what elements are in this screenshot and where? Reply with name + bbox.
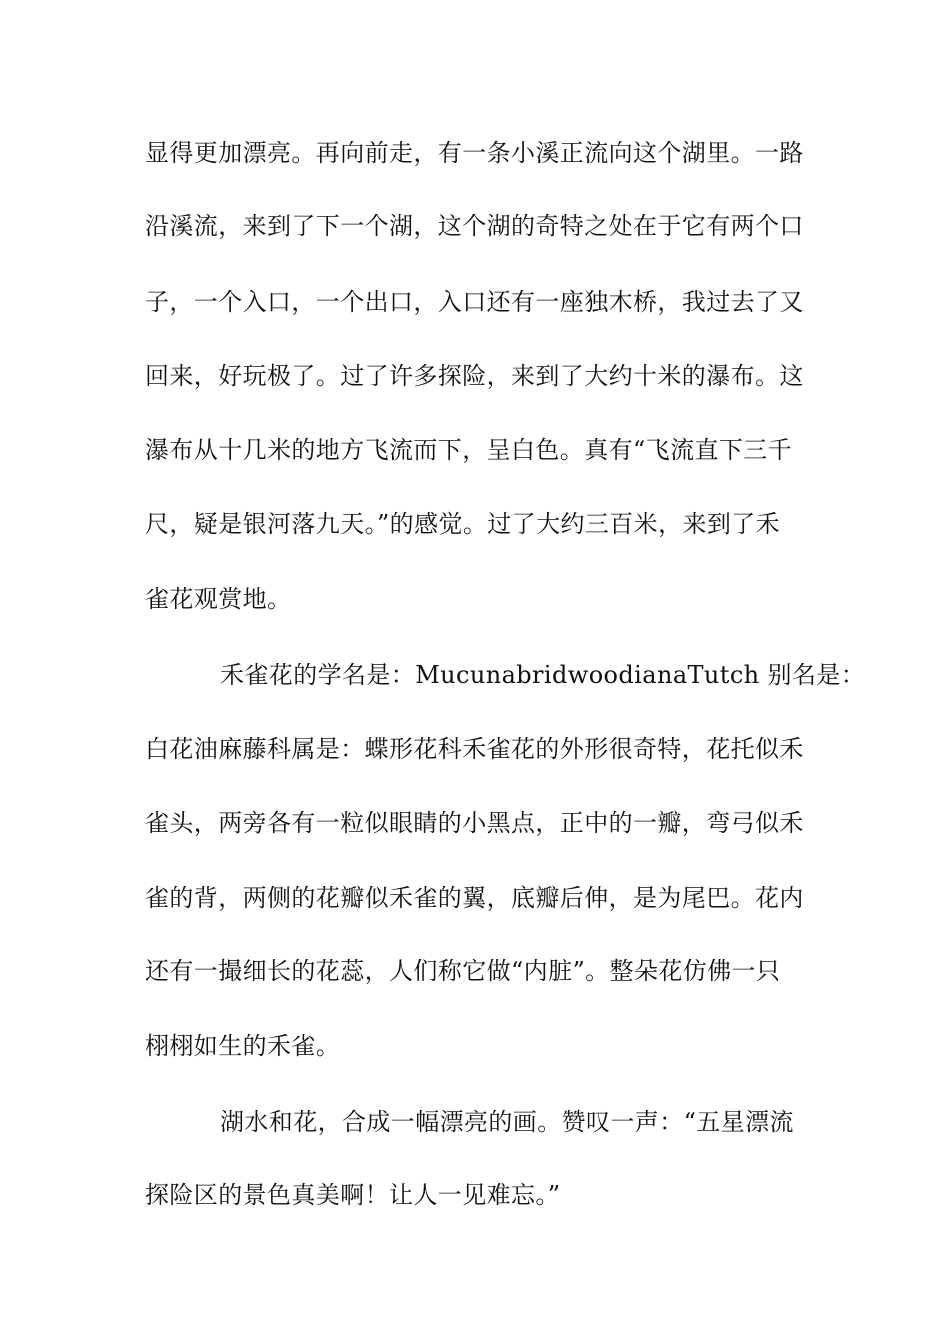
paragraph-1-line-4: 回来，好玩极了。过了许多探险，来到了大约十米的瀑布。这 (145, 362, 804, 390)
paragraph-2-line-6: 栩栩如生的禾雀。 (145, 1032, 341, 1060)
paragraph-2-line-5: 还有一撮细长的花蕊，人们称它做“内脏”。整朵花仿佛一只 (145, 957, 781, 985)
paragraph-1-line-7: 雀花观赏地。 (145, 585, 292, 613)
paragraph-1-line-3: 子，一个入口，一个出口，入口还有一座独木桥，我过去了又 (145, 288, 804, 316)
paragraph-2-line-2: 白花油麻藤科属是：蝶形花科禾雀花的外形很奇特，花托似禾 (145, 735, 804, 763)
paragraph-3-line-2: 探险区的景色真美啊！让人一见难忘。” (145, 1181, 561, 1209)
paragraph-1-line-2: 沿溪流，来到了下一个湖，这个湖的奇特之处在于它有两个口 (145, 212, 804, 240)
paragraph-1-line-1: 显得更加漂亮。再向前走，有一条小溪正流向这个湖里。一路 (145, 139, 804, 167)
paragraph-1-line-5: 瀑布从十几米的地方飞流而下，呈白色。真有“飞流直下三千 (145, 436, 793, 464)
paragraph-3-line-1: 湖水和花，合成一幅漂亮的画。赞叹一声：“五星漂流 (220, 1108, 794, 1136)
paragraph-2-line-4: 雀的背，两侧的花瓣似禾雀的翼，底瓣后伸，是为尾巴。花内 (145, 884, 804, 912)
paragraph-1-line-6: 尺，疑是银河落九天。”的感觉。过了大约三百米，来到了禾 (145, 510, 781, 538)
paragraph-2-line-3: 雀头，两旁各有一粒似眼睛的小黑点，正中的一瓣，弯弓似禾 (145, 809, 804, 837)
paragraph-2-line-1: 禾雀花的学名是：MucunabridwoodianaTutch 别名是： (220, 661, 866, 689)
